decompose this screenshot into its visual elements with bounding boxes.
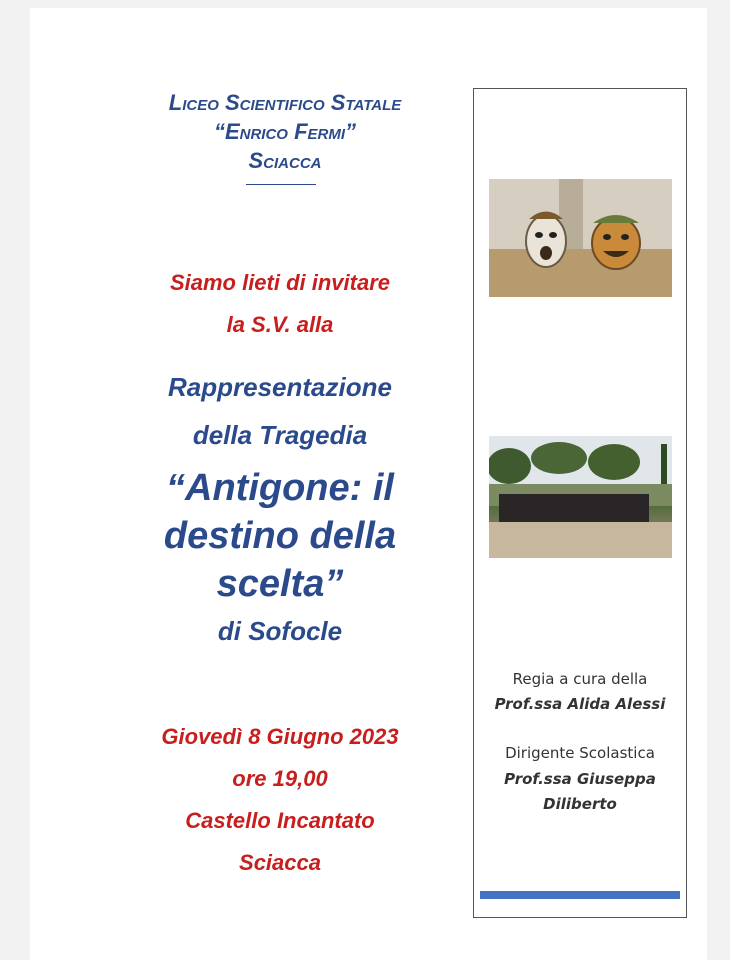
dirigente-name-line-2: Diliberto: [543, 795, 617, 813]
invitation-sheet: [30, 8, 707, 960]
event-venue: Castello Incantato: [185, 808, 375, 833]
theatre-masks-image: [489, 179, 672, 297]
regia-label: Regia a cura della: [512, 670, 648, 688]
school-name: Liceo Scientifico Statale: [168, 90, 402, 115]
event-time: ore 19,00: [232, 766, 328, 791]
regia-name: Prof.ssa Alida Alessi: [494, 695, 666, 713]
event-city: Sciacca: [239, 850, 321, 875]
group-photo-image: [489, 436, 672, 558]
header-divider: [246, 184, 316, 185]
school-subtitle: “Enrico Fermi”: [213, 119, 357, 144]
dirigente-label: Dirigente Scolastica: [505, 744, 655, 762]
event-line-2: della Tragedia: [192, 420, 368, 450]
event-line-1: Rappresentazione: [168, 372, 392, 402]
sidebar-panel: [473, 88, 687, 918]
accent-bar: [480, 891, 680, 899]
play-title-line-3: scelta”: [216, 563, 344, 605]
event-date: Giovedì 8 Giugno 2023: [161, 724, 399, 749]
play-title-line-2: destino della: [163, 515, 397, 557]
invite-line-1: Siamo lieti di invitare: [169, 270, 391, 295]
dirigente-name-line-1: Prof.ssa Giuseppa: [504, 770, 656, 788]
invite-line-2: la S.V. alla: [226, 312, 334, 337]
school-city: Sciacca: [248, 148, 322, 173]
play-author: di Sofocle: [217, 616, 343, 646]
play-title-line-1: “Antigone: il: [166, 467, 394, 509]
